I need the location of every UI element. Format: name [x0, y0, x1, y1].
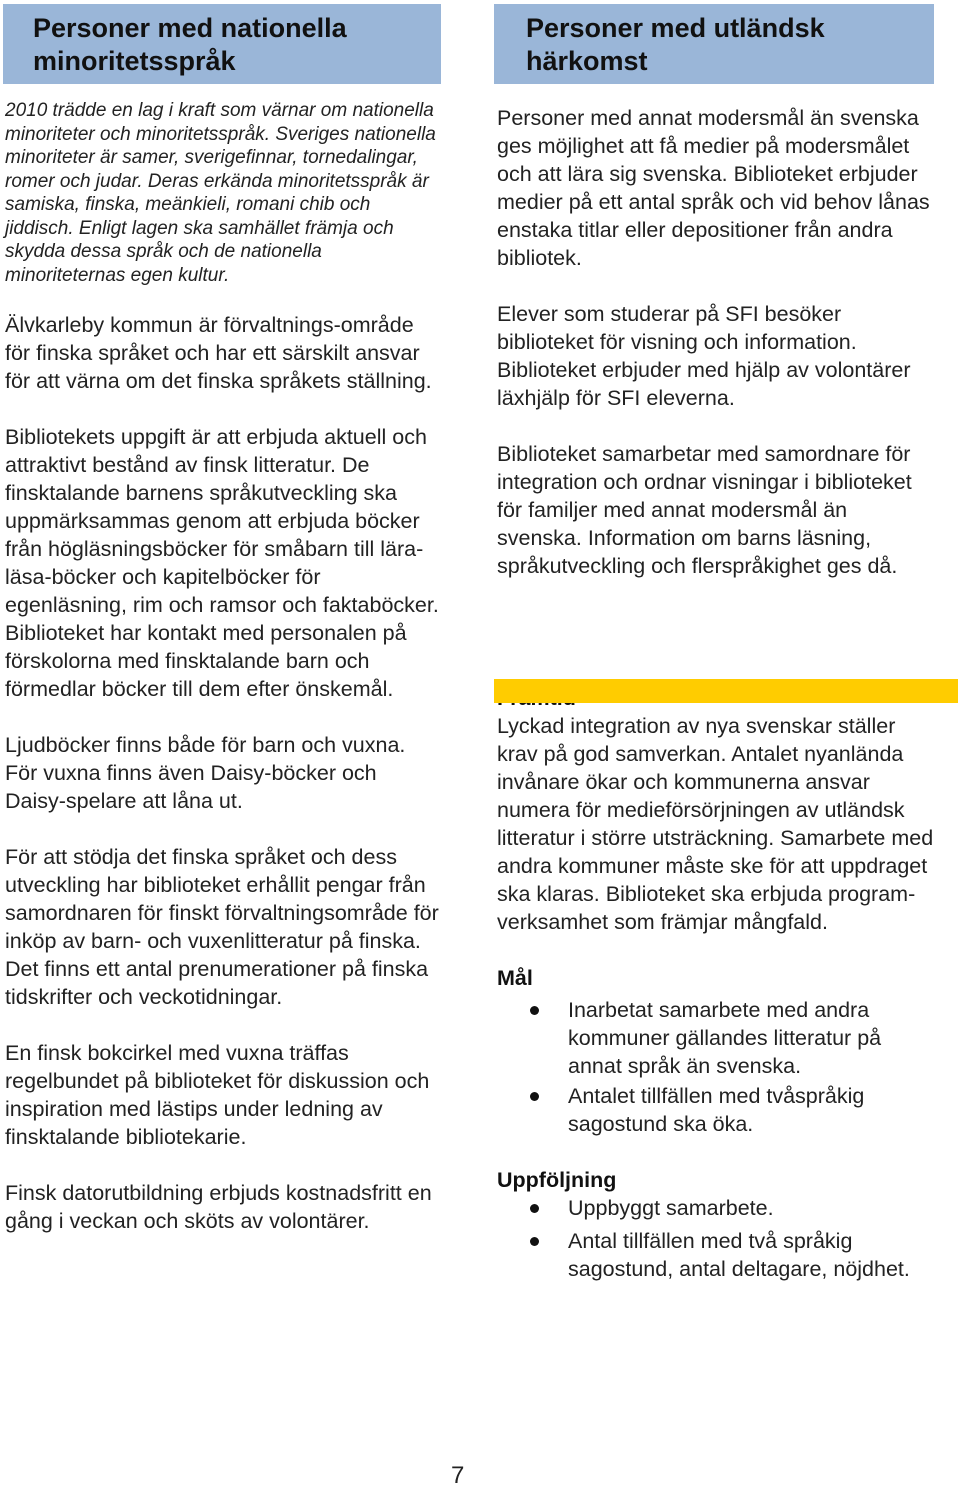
left-paragraph: Finsk datorutbildning erbjuds kostnadsfritt en gång i veckan och sköts av volontärer. — [5, 1181, 432, 1233]
left-section-heading: Personer med nationella minoritetsspråk — [3, 4, 441, 84]
followup-item: Antal tillfällen med två språkig sagostund, antal deltagare, nöjdhet. — [494, 1227, 934, 1283]
bullet-icon — [530, 1006, 539, 1015]
bullet-icon — [530, 1092, 539, 1101]
left-paragraph: Älvkarleby kommun är förvaltnings-område för finska språket och har ett särskilt ansvar för att värna om det finska språkets ställning. — [5, 313, 432, 393]
accent-divider-bar — [494, 679, 958, 703]
right-column — [494, 4, 934, 1283]
left-paragraph: Bibliotekets uppgift är att erbjuda aktuell och attraktivt bestånd av finsk litteratur. De finsktalande barnens språkutveckling ska uppmärksammas genom att erbjuda böcker från högläsningsböcker för småbarn till lära-läsa-böcker och kapitelböcker för egenläsning, rim och ramsor och faktaböcker. Biblioteket har kontakt med personalen på förskolorna med finsktalande barn och förmedlar böcker till dem efter önskemål. — [5, 425, 439, 701]
right-paragraph: Biblioteket samarbetar med samordnare för integration och ordnar visningar i biblioteket för familjer med annat modersmål än svenska. Information om barns läsning, språkutveckling och flerspråkighet ges då. — [497, 442, 912, 578]
page-number: 7 — [451, 1462, 465, 1489]
right-paragraph: Elever som studerar på SFI besöker biblioteket för visning och information. Biblioteket erbjuder med hjälp av volontärer läxhjälp för SFI eleverna. — [497, 302, 911, 410]
goal-item: Antalet tillfällen med tvåspråkig sagostund ska öka. — [494, 1082, 934, 1138]
left-column — [3, 4, 441, 1235]
followup-list — [494, 1194, 934, 1283]
left-paragraph: En finsk bokcirkel med vuxna träffas regelbundet på biblioteket för diskussion och inspiration med lästips under ledning av finsktalande bibliotekarie. — [5, 1041, 430, 1149]
right-section-heading: Personer med utländsk härkomst — [494, 4, 934, 84]
right-paragraph: Personer med annat modersmål än svenska ges möjlighet att få medier på modersmålet och att lära sig svenska. Biblioteket erbjuder medier på ett antal språk och vid behov lånas enstaka titlar eller depositioner från andra bibliotek. — [497, 106, 930, 270]
left-paragraph: Ljudböcker finns både för barn och vuxna. För vuxna finns även Daisy-böcker och Daisy-spelare att låna ut. — [5, 733, 406, 813]
goals-list — [494, 996, 934, 1138]
goal-item: Inarbetat samarbete med andra kommuner gällandes litteratur på annat språk än svenska. — [494, 996, 934, 1080]
bullet-icon — [530, 1237, 539, 1246]
bullet-icon — [530, 1204, 539, 1213]
minority-law-intro: 2010 trädde en lag i kraft som värnar om nationella minoriteter och minoritetsspråk. Sveriges nationella minoriteter är samer, sverigefinnar, tornedalingar, romer och judar. Deras erkända minoritetsspråk är samiska, finska, meänkieli, romani chib och jiddisch. Enligt lagen ska samhället främja och skydda dessa språk och de nationella minoriteternas egen kultur. — [5, 100, 436, 286]
followup-title: Uppföljning — [497, 1168, 617, 1192]
future-text: Lyckad integration av nya svenskar ställer krav på god samverkan. Antalet nyanlända invånare ökar och kommunerna ansvar numera för medieförsörjningen av utländsk litteratur i större utsträckning. Samarbete med andra kommuner måste ske för att uppdraget ska klaras. Biblioteket ska erbjuda program-verksamhet som främjar mångfald. — [497, 714, 934, 934]
left-paragraph: För att stödja det finska språket och dess utveckling har biblioteket erhållit pengar från samordnaren för finskt förvaltningsområde för inköp av barn- och vuxenlitteratur på finska. Det finns ett antal prenumerationer på finska tidskrifter och veckotidningar. — [5, 845, 439, 1009]
followup-item: Uppbyggt samarbete. — [494, 1194, 934, 1222]
goals-title: Mål — [497, 966, 533, 990]
